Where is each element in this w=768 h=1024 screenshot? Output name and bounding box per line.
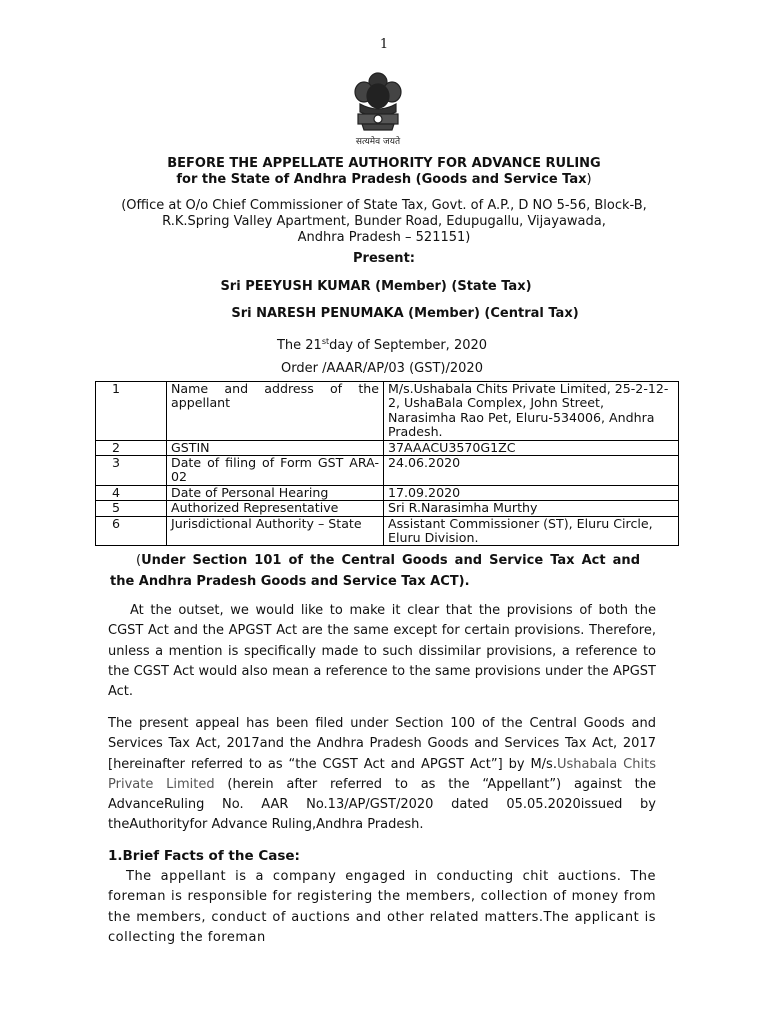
legal-basis-text: Under Section 101 of the Central Goods and Service Tax Act and the Andhra Pradesh Goods and Service Tax ACT). [110, 553, 640, 589]
row-label: Name and address of the appellant [167, 382, 384, 441]
paragraph-outset [108, 601, 656, 702]
row-number: 6 [96, 516, 167, 546]
state-emblem-icon [346, 70, 410, 150]
table-row [96, 456, 679, 486]
page-number: 1 [379, 37, 389, 52]
state-emblem [346, 70, 410, 150]
legal-basis [110, 550, 640, 592]
office-address [0, 198, 768, 246]
legal-basis-paren: ( [136, 553, 142, 568]
brief-facts-heading: 1.Brief Facts of the Case: [108, 848, 300, 864]
row-value: 37AAACU3570G1ZC [384, 440, 679, 455]
row-value: M/s.Ushabala Chits Private Limited, 25-2-12-2, UshaBala Complex, John Street, Narasimha Rao Pet, Eluru-534006, Andhra Pradesh. [384, 382, 679, 441]
order-date [0, 334, 766, 354]
office-line-2: R.K.Spring Valley Apartment, Bunder Road, Edupugallu, Vijayawada, [162, 214, 606, 229]
row-label: Jurisdictional Authority – State [167, 516, 384, 546]
row-number: 4 [96, 485, 167, 500]
present-label: Present: [353, 251, 415, 266]
office-line-1: (Office at O/o Chief Commissioner of State Tax, Govt. of A.P., D NO 5-56, Block-B, [121, 198, 647, 213]
paragraph-brief-facts-text: The appellant is a company engaged in conducting chit auctions. The foreman is responsible for registering the members, collection of money from the members, conduct of auctions and other related matters.The applicant is collecting the foreman [108, 869, 656, 945]
order-number: Order /AAAR/AP/03 (GST)/2020 [281, 361, 483, 376]
paragraph-appeal-text-a: The present appeal has been filed under Section 100 of the Central Goods and Services Tax Act, 2017and the Andhra Pradesh Goods and Services Tax Act, 2017 [hereinafter referred to as “the CGST Act and APGST Act”] by M/s. [108, 716, 656, 772]
table-row [96, 382, 679, 441]
member-1: Sri PEEYUSH KUMAR (Member) (State Tax) [220, 279, 532, 294]
header-line-2-text: for the State of Andhra Pradesh (Goods and Service Tax [176, 172, 587, 187]
date-rest: day of September, 2020 [329, 338, 488, 353]
table-row [96, 440, 679, 455]
table-row [96, 501, 679, 516]
row-number: 3 [96, 456, 167, 486]
table-row [96, 485, 679, 500]
member-2: Sri NARESH PENUMAKA (Member) (Central Tax) [231, 306, 579, 321]
paragraph-appeal [108, 714, 656, 836]
row-label: Date of filing of Form GST ARA-02 [167, 456, 384, 486]
header-line-2-close: ) [586, 172, 592, 187]
date-suffix: st [321, 337, 330, 346]
date-day: The 21 [276, 338, 322, 353]
row-value: 24.06.2020 [384, 456, 679, 486]
row-number: 1 [96, 382, 167, 441]
header-line-1: BEFORE THE APPELLATE AUTHORITY FOR ADVANCE RULING [167, 156, 601, 171]
row-value: 17.09.2020 [384, 485, 679, 500]
paragraph-outset-text: At the outset, we would like to make it clear that the provisions of both the CGST Act and the APGST Act are the same except for certain provisions. Therefore, unless a mention is specifically made to such dissimilar provisions, a reference to the CGST Act would also mean a reference to the same provisions under the APGST Act. [108, 603, 656, 700]
row-value: Assistant Commissioner (ST), Eluru Circle, Eluru Division. [384, 516, 679, 546]
row-number: 5 [96, 501, 167, 516]
appellant-details-table [95, 381, 679, 546]
row-number: 2 [96, 440, 167, 455]
office-line-3: Andhra Pradesh – 521151) [297, 230, 471, 245]
paragraph-appeal-text-b: (herein after referred to as the “Appellant”) against the AdvanceRuling No. AAR No.13/AP/GST/2020 dated 05.05.2020issued by theAuthorityfor Advance Ruling,Andhra Pradesh. [108, 776, 656, 833]
row-value: Sri R.Narasimha Murthy [384, 501, 679, 516]
row-label: Authorized Representative [167, 501, 384, 516]
row-label: GSTIN [167, 440, 384, 455]
table-row [96, 516, 679, 546]
paragraph-brief-facts [108, 867, 656, 948]
header-line-2 [0, 172, 768, 188]
emblem-motto: सत्यमेव जयते [355, 137, 401, 147]
appellant-name: Ushabala Chits Private Limited [108, 756, 656, 792]
row-label: Date of Personal Hearing [167, 485, 384, 500]
